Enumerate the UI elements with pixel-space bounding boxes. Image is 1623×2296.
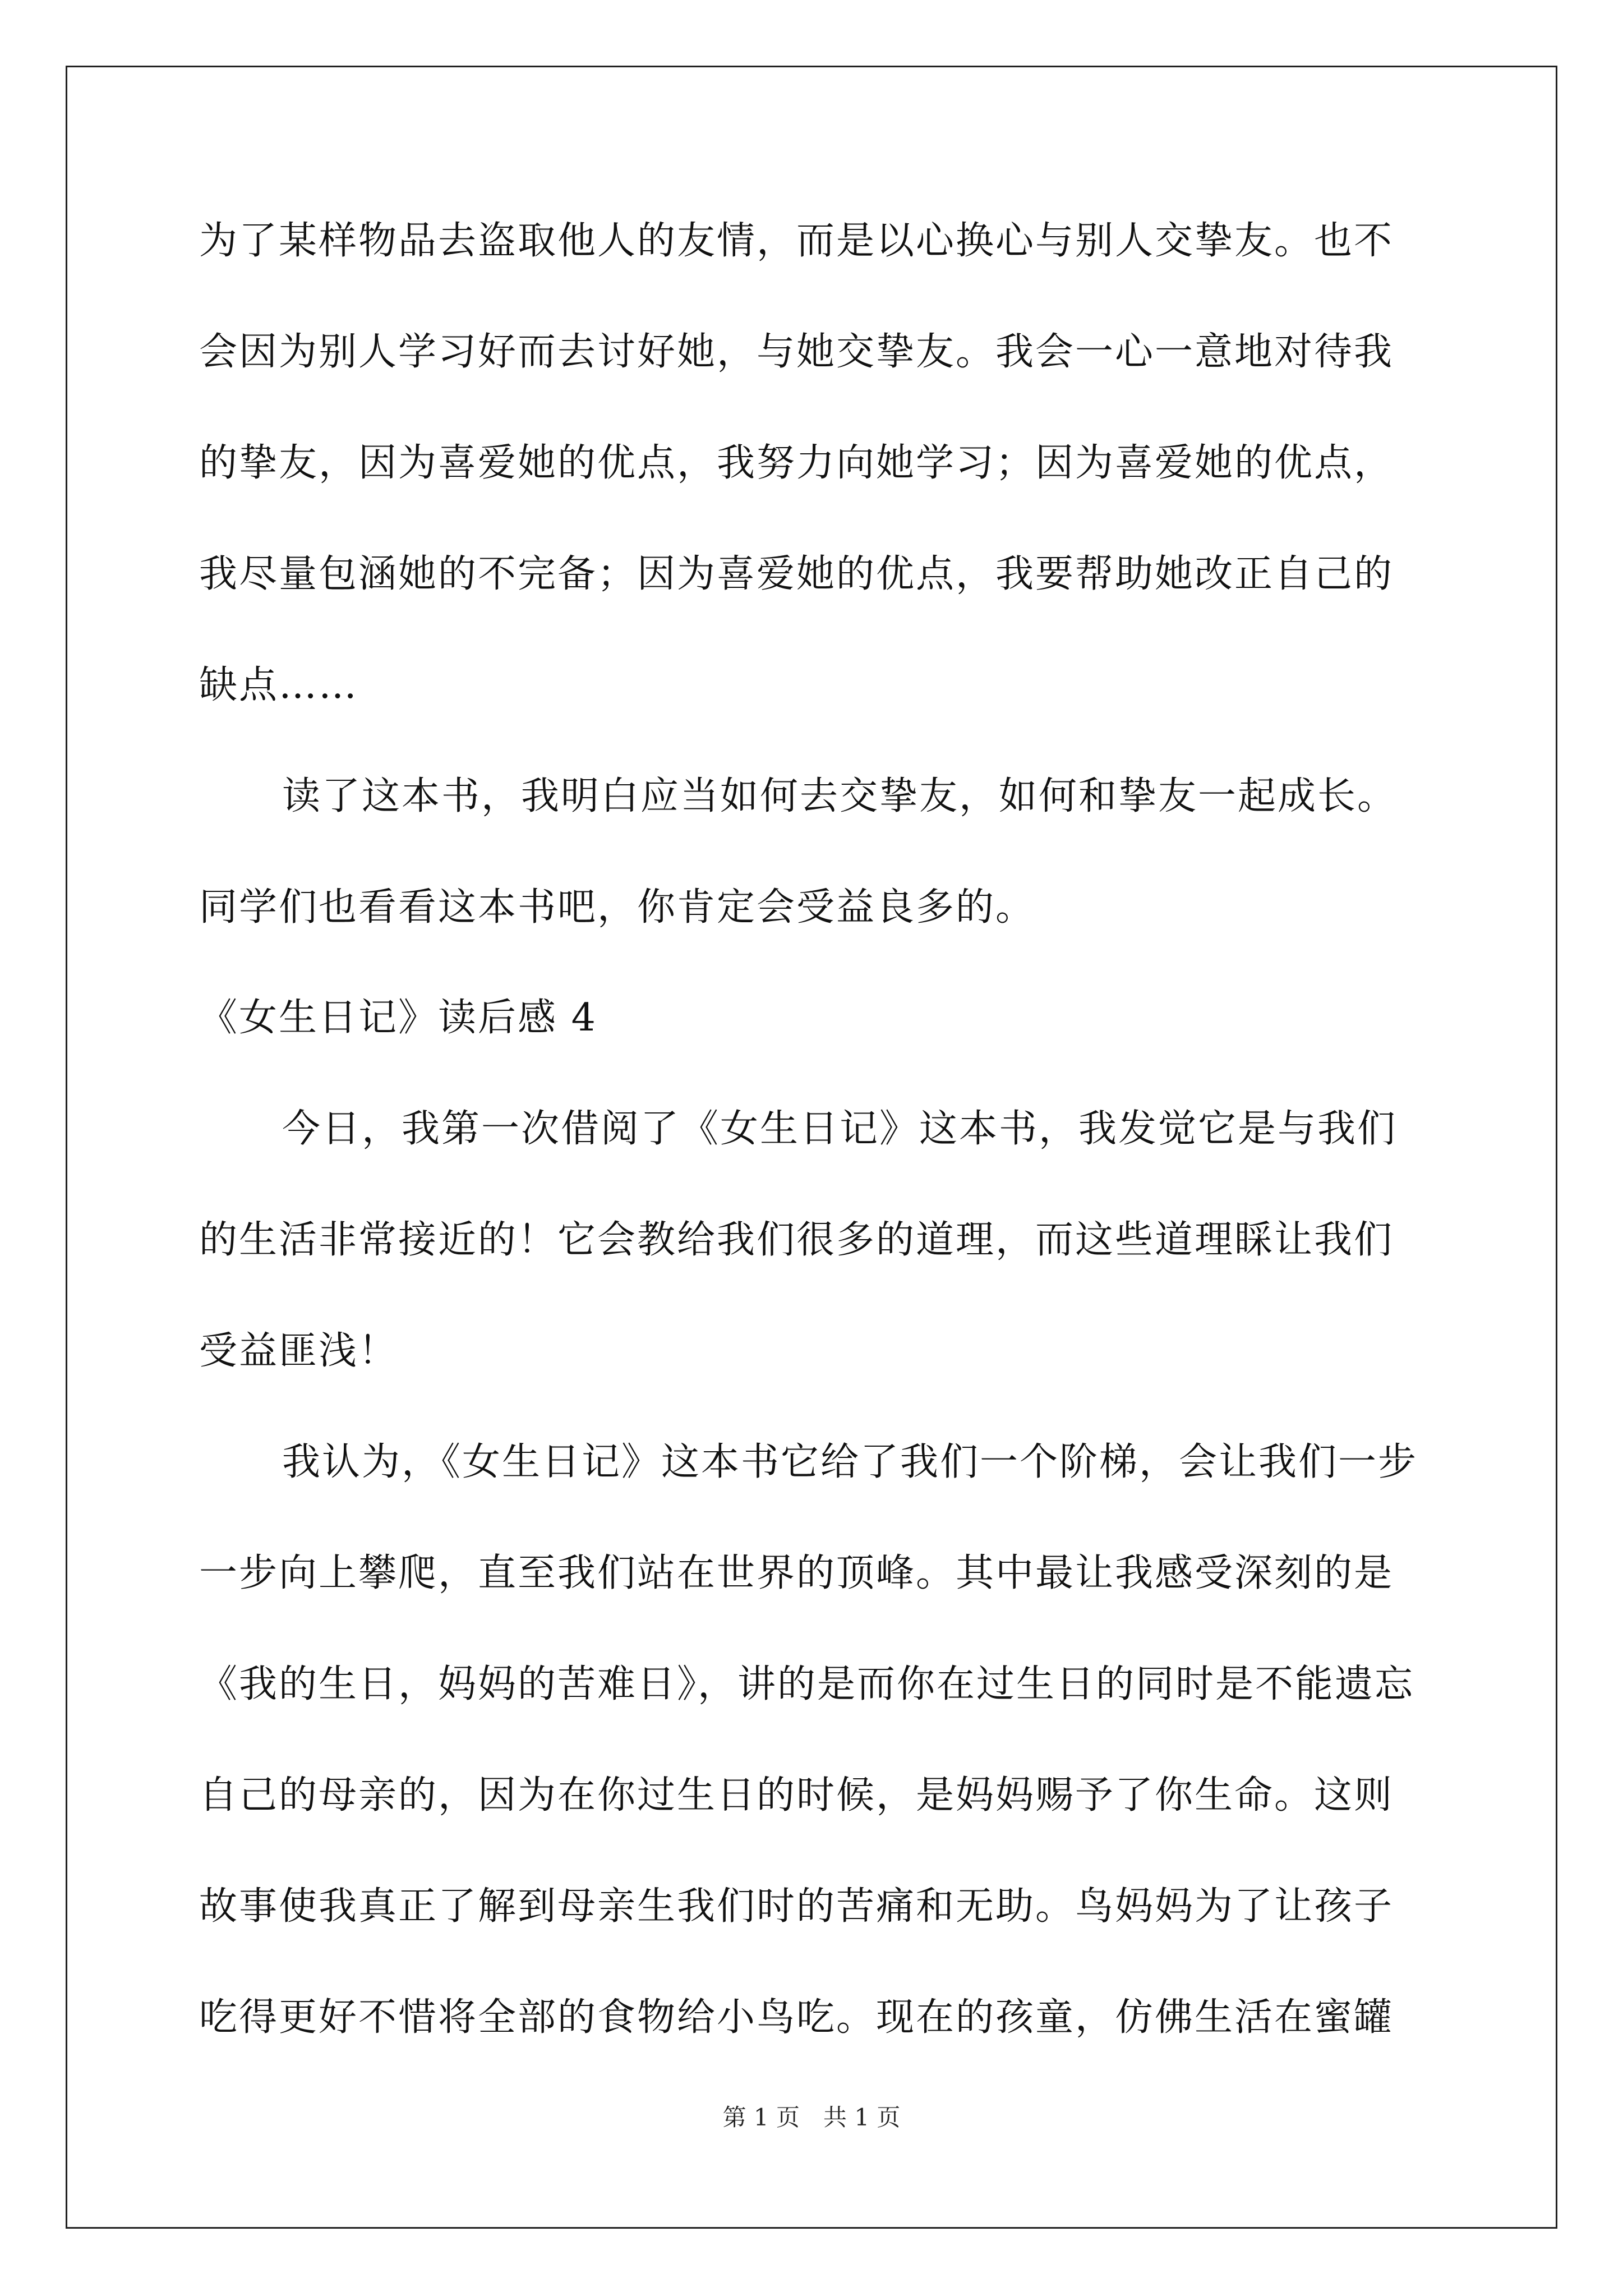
page-footer: 第 1 页 共 1 页 [722,2104,901,2131]
text-line: 一步向上攀爬，直至我们站在世界的顶峰。其中最让我感受深刻的是 [199,1551,1394,1595]
text-line: 的挚友，因为喜爱她的优点，我努力向她学习；因为喜爱她的优点， [199,441,1394,485]
text-line: 自己的母亲的，因为在你过生日的时候，是妈妈赐予了你生命。这则 [199,1773,1394,1818]
text-line: 受益匪浅！ [199,1329,399,1373]
text-line: 的生活非常接近的！它会教给我们很多的道理，而这些道理睬让我们 [199,1218,1394,1262]
text-line: 会因为别人学习好而去讨好她，与她交挚友。我会一心一意地对待我 [199,330,1394,374]
text-line: 故事使我真正了解到母亲生我们时的苦痛和无助。鸟妈妈为了让孩子 [199,1884,1394,1929]
text-line: 缺点…… [199,663,359,707]
text-line: 同学们也看看这本书吧，你肯定会受益良多的。 [199,885,1036,930]
text-line: 《我的生日，妈妈的苦难日》，讲的是而你在过生日的同时是不能遗忘 [199,1662,1415,1706]
paragraph-first-line: 读了这本书，我明白应当如何去交挚友，如何和挚友一起成长。 [282,774,1398,818]
text-line: 吃得更好不惜将全部的食物给小鸟吃。现在的孩童，仿佛生活在蜜罐 [199,1995,1394,2040]
text-line: 为了某样物品去盗取他人的友情，而是以心换心与别人交挚友。也不 [199,219,1394,263]
paragraph-first-line: 今日，我第一次借阅了《女生日记》这本书，我发觉它是与我们 [282,1107,1398,1151]
section-heading: 《女生日记》读后感 4 [199,996,597,1040]
text-line: 我尽量包涵她的不完备；因为喜爱她的优点，我要帮助她改正自己的 [199,552,1394,596]
paragraph-first-line: 我认为，《女生日记》这本书它给了我们一个阶梯，会让我们一步 [282,1440,1418,1484]
